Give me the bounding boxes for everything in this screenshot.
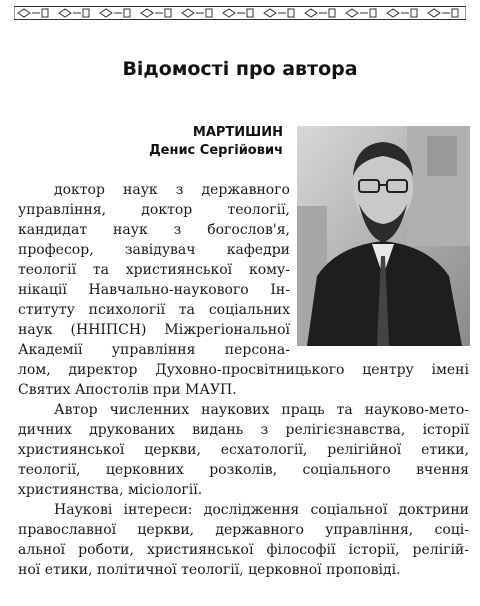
bio-line: альної роботи, християнської філософії історії, релігій- <box>18 542 469 558</box>
ornament-unit <box>18 9 48 17</box>
ornament-unit <box>59 9 89 17</box>
bio-line: православної церкви, державного управління, соці- <box>18 522 469 538</box>
meander-ornament-band <box>14 6 466 20</box>
bio-line: нікації Навчально-наукового Ін- <box>18 282 290 298</box>
portrait-illustration <box>297 126 470 346</box>
bio-line: Академії управління персона- <box>18 342 290 358</box>
bio-line: Автор численних наукових праць та науково-мето- <box>54 402 469 418</box>
bio-line: доктор наук з державного <box>54 182 290 198</box>
ornament-unit <box>387 9 417 17</box>
bio-line: лом, директор Духовно-просвітницького центру імені <box>18 362 469 378</box>
bio-line: професор, завідувач кафедри <box>18 242 290 258</box>
bio-line: дичних друкованих видань з релігієзнавства, історії <box>18 422 469 438</box>
ornament-unit <box>141 9 171 17</box>
bio-line: Святих Апостолів при МАУП. <box>18 382 237 398</box>
bio-line: управління, доктор теології, <box>18 202 290 218</box>
page-title: Відомості про автора <box>122 58 358 80</box>
author-portrait-photo <box>297 126 470 346</box>
ornament-unit <box>100 9 130 17</box>
ornament-unit <box>428 9 458 17</box>
ornament-unit <box>223 9 253 17</box>
bio-line: кандидат наук з богослов'я, <box>18 222 290 238</box>
ornament-unit <box>182 9 212 17</box>
bio-line: теології та християнської кому- <box>18 262 290 278</box>
author-given-names: Денис Сергійович <box>149 143 283 158</box>
bio-line: ституту психології та соціальних <box>18 302 290 318</box>
bio-line: наук (ННІПСН) Міжрегіональної <box>18 322 290 338</box>
bio-line: Наукові інтереси: дослідження соціальної доктрини <box>54 502 469 518</box>
ornament-unit <box>264 9 294 17</box>
ornament-unit <box>346 9 376 17</box>
bio-line: теології, церковних розколів, соціального вчення <box>18 462 469 478</box>
bio-line: християнської церкви, есхатології, релігійної етики, <box>18 442 469 458</box>
ornament-unit <box>305 9 335 17</box>
bio-line: християнства, місіології. <box>18 482 203 498</box>
author-surname: МАРТИШИН <box>192 125 283 140</box>
bio-line: ної етики, політичної теології, церковної проповіді. <box>18 562 401 578</box>
